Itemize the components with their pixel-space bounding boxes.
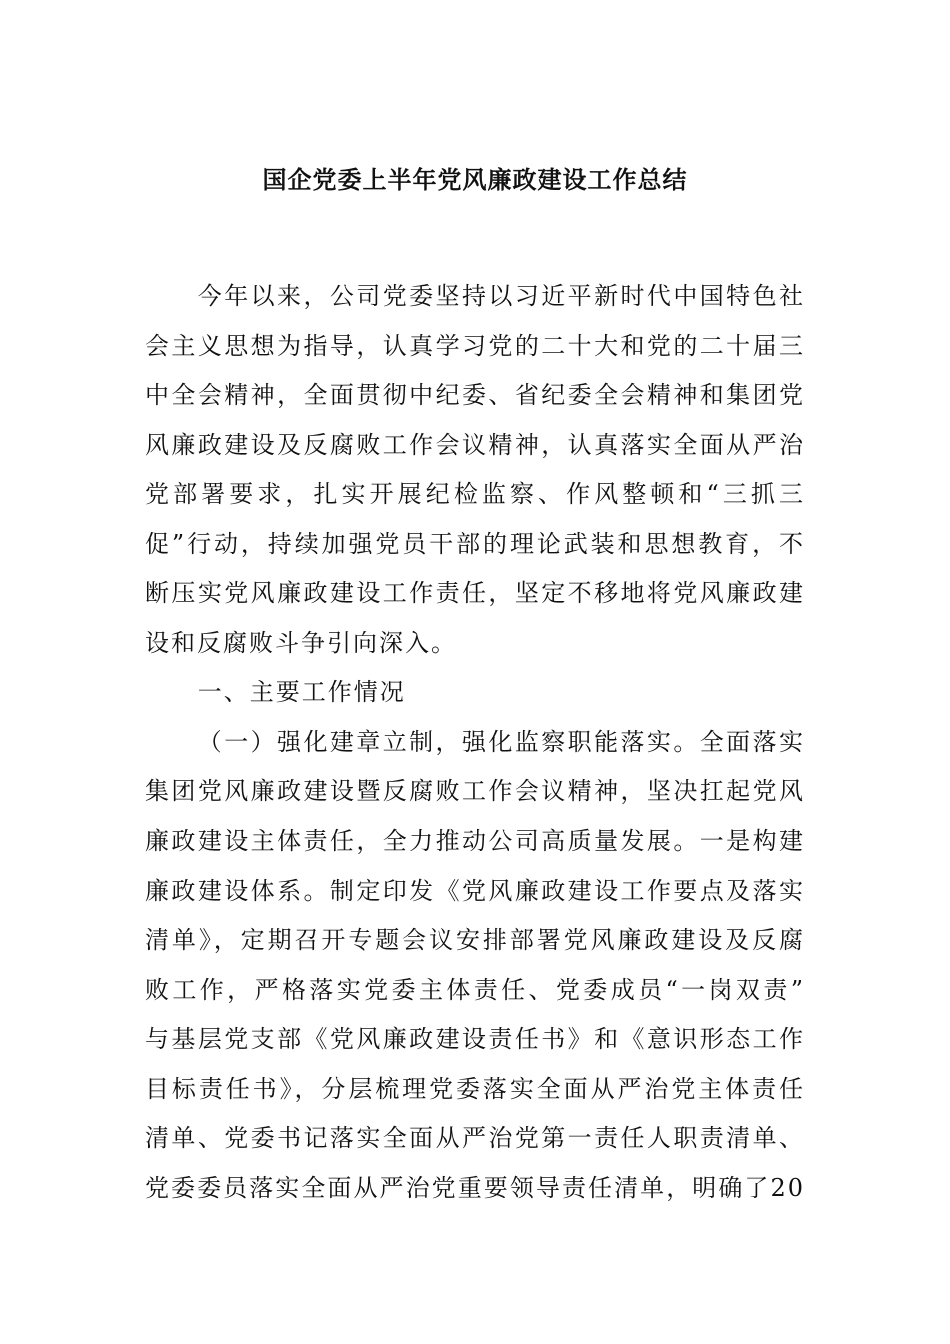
section-paragraph bbox=[145, 718, 805, 1213]
paragraph-line: 促”行动，持续加强党员干部的理论武装和思想教育，不 bbox=[145, 529, 805, 558]
paragraph-line: 中全会精神，全面贯彻中纪委、省纪委全会精神和集团党 bbox=[145, 381, 805, 410]
paragraph-line: 清单、党委书记落实全面从严治党第一责任人职责清单、 bbox=[145, 1124, 805, 1153]
paragraph-line: 设和反腐败斗争引向深入。 bbox=[145, 628, 457, 657]
paragraph-line: 风廉政建设及反腐败工作会议精神，认真落实全面从严治 bbox=[145, 430, 805, 459]
paragraph-line: （一）强化建章立制，强化监察职能落实。全面落实 bbox=[197, 727, 805, 756]
paragraph-line: 廉政建设体系。制定印发《党风廉政建设工作要点及落实 bbox=[145, 876, 805, 905]
paragraph-line: 与基层党支部《党风廉政建设责任书》和《意识形态工作 bbox=[145, 1025, 805, 1054]
paragraph-line: 今年以来，公司党委坚持以习近平新时代中国特色社 bbox=[197, 282, 805, 310]
section-heading bbox=[145, 668, 805, 718]
paragraph-line: 断压实党风廉政建设工作责任，坚定不移地将党风廉政建 bbox=[145, 579, 805, 608]
section-heading-text: 一、主要工作情况 bbox=[197, 678, 406, 707]
paragraph-line: 清单》，定期召开专题会议安排部署党风廉政建设及反腐 bbox=[145, 926, 805, 955]
paragraph-line: 廉政建设主体责任，全力推动公司高质量发展。一是构建 bbox=[145, 827, 805, 856]
paragraph-line: 会主义思想为指导，认真学习党的二十大和党的二十届三 bbox=[145, 331, 805, 360]
paragraph-line: 败工作，严格落实党委主体责任、党委成员“一岗双责” bbox=[145, 975, 805, 1004]
paragraph-line: 目标责任书》，分层梳理党委落实全面从严治党主体责任 bbox=[145, 1074, 805, 1103]
paragraph-line: 党委委员落实全面从严治党重要领导责任清单，明确了20 bbox=[145, 1173, 805, 1202]
paragraph-line: 党部署要求，扎实开展纪检监察、作风整顿和“三抓三 bbox=[145, 480, 805, 509]
document-body bbox=[145, 272, 805, 1213]
intro-paragraph bbox=[145, 272, 805, 668]
document-title: 国企党委上半年党风廉政建设工作总结 bbox=[262, 165, 688, 194]
paragraph-line: 集团党风廉政建设暨反腐败工作会议精神，坚决扛起党风 bbox=[145, 777, 805, 806]
